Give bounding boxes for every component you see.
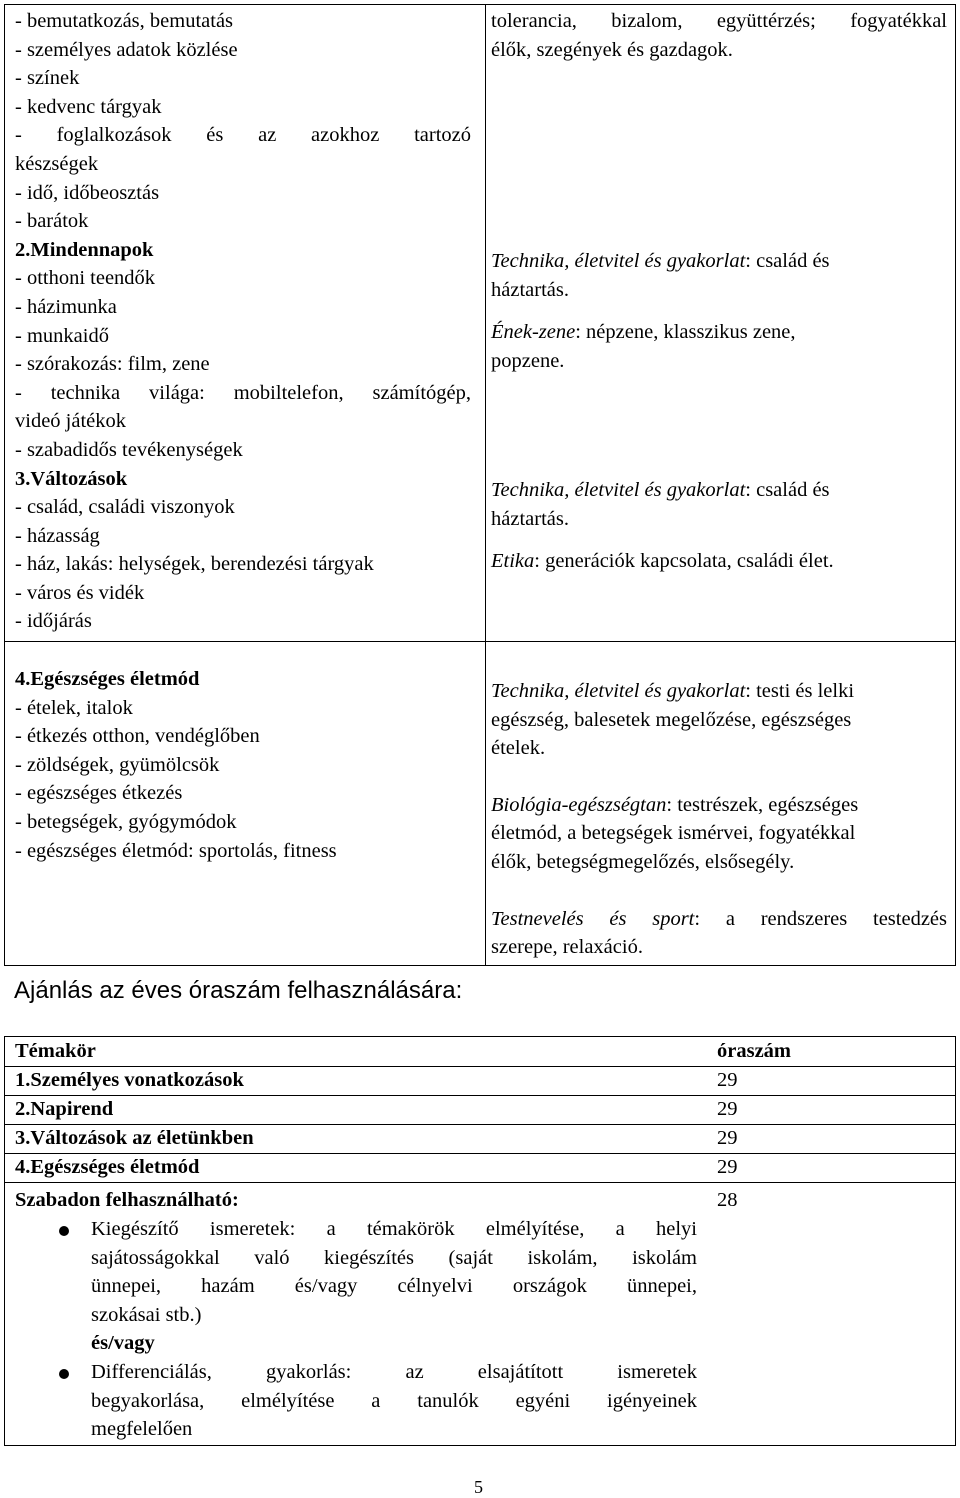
connection-cell-2 [491, 247, 947, 375]
column-divider [485, 5, 486, 965]
hours-table [4, 1036, 956, 1446]
text-fragment: : testi és lelki [745, 680, 855, 702]
connection-cell-4 [491, 677, 947, 962]
list-item: - technika világa: mobiltelefon, számítógép, [15, 381, 471, 404]
curriculum-table [4, 4, 956, 966]
subject-name: Etika [491, 550, 535, 573]
text-line: Kiegészítő ismeretek: a témakörök elmélyítése, a helyi [91, 1218, 697, 1240]
column-header-topic: Témakör [15, 1040, 96, 1062]
list-item: - zöldségek, gyümölcsök [15, 753, 220, 776]
hours-cell: 29 [717, 1098, 738, 1120]
text-fragment: : család és [745, 479, 830, 501]
text-line: háztartás. [491, 278, 569, 301]
text-line: ünnepei, hazám és/vagy célnyelvi országok ünnepei, [91, 1275, 697, 1298]
hours-cell: 29 [717, 1069, 738, 1091]
text-line: egészség, balesetek megelőzése, egészséges [491, 708, 852, 731]
free-hours-value: 28 [717, 1189, 738, 1211]
connection-paragraph [491, 547, 947, 576]
text-fragment: : népzene, klasszikus zene, [575, 321, 796, 344]
list-item: - család, családi viszonyok [15, 496, 235, 519]
list-item: - foglalkozások és az azokhoz tartozó [15, 124, 471, 147]
bullet-item [91, 1215, 697, 1358]
subject-name: Biológia-egészségtan [491, 793, 667, 816]
text-line: háztartás. [491, 507, 569, 530]
text-fragment: : generációk kapcsolata, családi élet. [534, 550, 834, 573]
connection-paragraph [491, 476, 947, 505]
column-header-hours: óraszám [717, 1040, 792, 1062]
hours-cell: 29 [717, 1156, 738, 1178]
text-line: popzene. [491, 349, 565, 372]
connection-cell-1 [491, 7, 947, 64]
text-line: szokásai stb.) [91, 1303, 202, 1326]
row-divider [5, 641, 955, 642]
list-item: - házimunka [15, 295, 117, 318]
text-line: ételek. [491, 737, 546, 760]
subject-name: Testnevelés és sport [491, 907, 695, 930]
text-fragment: : testrészek, egészséges [666, 793, 859, 816]
page-number: 5 [474, 1477, 483, 1497]
connection-paragraph [491, 791, 947, 820]
list-item: - időjárás [15, 610, 92, 633]
table-header-row [5, 1037, 955, 1067]
connection-cell-3 [491, 476, 947, 576]
and-or-label: és/vagy [91, 1332, 155, 1355]
topic-cell: 2.Napirend [15, 1098, 114, 1120]
text-line: sajátosságokkal való kiegészítés (saját iskolám, iskolám [91, 1246, 697, 1269]
topic-list-upper [15, 7, 471, 636]
text-line: tolerancia, bizalom, együttérzés; fogyatékkal [491, 10, 947, 32]
connection-paragraph [491, 247, 947, 276]
topic-cell: 1.Személyes vonatkozások [15, 1069, 244, 1091]
table-row [5, 1124, 955, 1154]
section-heading: Ajánlás az éves óraszám felhasználására: [14, 977, 463, 1004]
list-item: - személyes adatok közlése [15, 38, 238, 61]
list-item: - étkezés otthon, vendéglőben [15, 725, 260, 748]
connection-paragraph [491, 318, 947, 347]
topic-cell: 4.Egészséges életmód [15, 1156, 200, 1178]
list-item: készségek [15, 152, 99, 175]
subject-name: Technika, életvitel és gyakorlat [491, 680, 746, 702]
text-line: szerepe, relaxáció. [491, 936, 643, 959]
list-item: - egészséges életmód: sportolás, fitness [15, 839, 337, 862]
list-item: - barátok [15, 210, 89, 233]
bullet-icon [59, 1226, 69, 1236]
text-line: begyakorlása, elmélyítése a tanulók egyéni igényeinek [91, 1389, 697, 1412]
list-item: - betegségek, gyógymódok [15, 810, 237, 833]
list-item: - idő, időbeosztás [15, 181, 160, 204]
list-item: - szórakozás: film, zene [15, 353, 210, 376]
list-item: - színek [15, 67, 80, 90]
table-row [5, 1153, 955, 1183]
text-fragment: : a rendszeres testedzés [694, 907, 947, 930]
free-hours-label: Szabadon felhasználható: [15, 1189, 239, 1211]
subject-name: Ének-zene [491, 321, 576, 344]
table-row [5, 1066, 955, 1096]
free-hours-section [5, 1182, 955, 1445]
subject-name: Technika, életvitel és gyakorlat [491, 250, 746, 272]
list-item: - otthoni teendők [15, 267, 156, 290]
text-line: élők, szegények és gazdagok. [491, 38, 733, 61]
list-item: - házasság [15, 524, 100, 547]
list-item: - bemutatkozás, bemutatás [15, 10, 234, 32]
list-item: - ételek, italok [15, 696, 133, 719]
connection-paragraph [491, 905, 947, 934]
text-fragment: : család és [745, 250, 830, 272]
hours-cell: 29 [717, 1127, 738, 1149]
section-title: 2.Mindennapok [15, 238, 154, 261]
subject-name: Technika, életvitel és gyakorlat [491, 479, 746, 501]
topic-list-lower [15, 665, 471, 865]
list-item: videó játékok [15, 410, 127, 433]
text-line: élők, betegségmegelőzés, elsősegély. [491, 850, 795, 873]
text-line: megfelelően [91, 1418, 193, 1441]
bullet-icon [59, 1369, 69, 1379]
text-line: életmód, a betegségek ismérvei, fogyatékkal [491, 822, 856, 845]
section-title: 4.Egészséges életmód [15, 668, 200, 690]
list-item: - szabadidős tevékenységek [15, 438, 243, 461]
connection-paragraph [491, 677, 947, 706]
text-line: Differenciálás, gyakorlás: az elsajátított ismeretek [91, 1361, 697, 1383]
list-item: - egészséges étkezés [15, 782, 183, 805]
table-row [5, 1095, 955, 1125]
list-item: - kedvenc tárgyak [15, 95, 162, 118]
topic-cell: 3.Változások az életünkben [15, 1127, 254, 1149]
list-item: - város és vidék [15, 581, 145, 604]
section-title: 3.Változások [15, 467, 128, 490]
list-item: - ház, lakás: helységek, berendezési tárgyak [15, 553, 374, 576]
bullet-item [91, 1358, 697, 1444]
list-item: - munkaidő [15, 324, 109, 347]
